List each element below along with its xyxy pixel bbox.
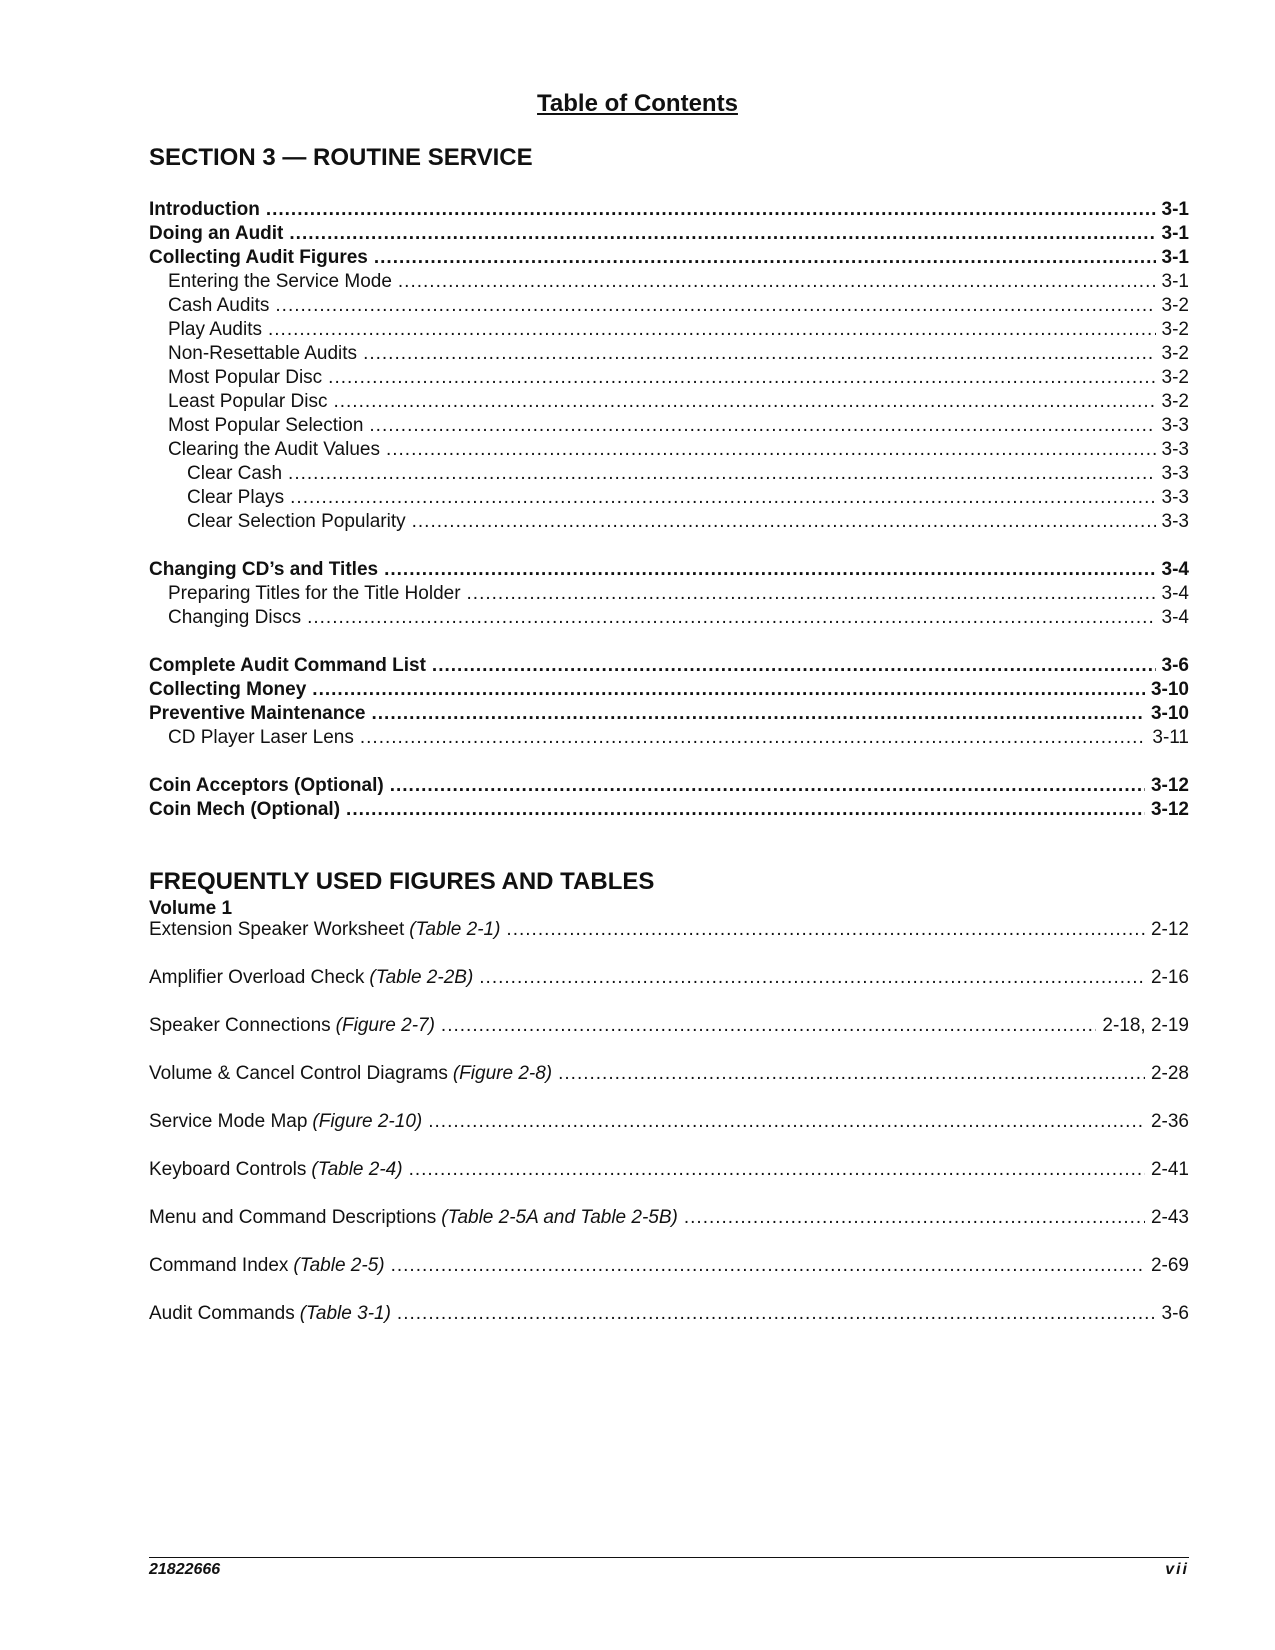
dot-leader bbox=[390, 774, 1145, 798]
toc-entry bbox=[149, 438, 1189, 462]
entry-page-number: 3-3 bbox=[1161, 439, 1189, 460]
section-heading: SECTION 3 — ROUTINE SERVICE bbox=[149, 144, 533, 171]
entry-page-number: 2-41 bbox=[1150, 1159, 1189, 1180]
entry-page-number: 3-1 bbox=[1161, 199, 1189, 220]
dot-leader bbox=[409, 1158, 1145, 1182]
entry-reference: (Figure 2-10) bbox=[312, 1111, 423, 1132]
dot-leader bbox=[558, 1062, 1145, 1086]
entry-label: Speaker Connections bbox=[149, 1015, 331, 1036]
entry-page-number: 3-2 bbox=[1161, 367, 1189, 388]
toc-entry bbox=[149, 342, 1189, 366]
entry-reference: (Table 2-4) bbox=[311, 1159, 403, 1180]
dot-leader bbox=[275, 294, 1155, 318]
entry-reference: (Table 2-2B) bbox=[369, 967, 474, 988]
entry-label: Amplifier Overload Check bbox=[149, 967, 365, 988]
entry-page-number: 3-12 bbox=[1150, 799, 1189, 820]
dot-leader bbox=[397, 1302, 1156, 1326]
toc-entry bbox=[149, 486, 1189, 510]
entry-label: CD Player Laser Lens bbox=[168, 727, 354, 748]
toc-entry bbox=[149, 1110, 1189, 1134]
entry-page-number: 3-4 bbox=[1161, 583, 1189, 604]
dot-leader bbox=[506, 918, 1145, 942]
entry-label: Introduction bbox=[149, 199, 260, 220]
toc-entry bbox=[149, 966, 1189, 990]
dot-leader bbox=[412, 510, 1156, 534]
entry-label: Doing an Audit bbox=[149, 223, 284, 244]
entry-label: Collecting Audit Figures bbox=[149, 247, 368, 268]
entry-label: Command Index bbox=[149, 1255, 289, 1276]
entry-page-number: 3-12 bbox=[1150, 775, 1189, 796]
entry-page-number: 2-36 bbox=[1150, 1111, 1189, 1132]
dot-leader bbox=[432, 654, 1156, 678]
entry-page-number: 3-3 bbox=[1161, 511, 1189, 532]
toc-entry bbox=[149, 678, 1189, 702]
toc-entry bbox=[149, 918, 1189, 942]
dot-leader bbox=[369, 414, 1155, 438]
dot-leader bbox=[386, 438, 1156, 462]
toc-entry bbox=[149, 702, 1189, 726]
entry-page-number: 3-1 bbox=[1161, 223, 1189, 244]
entry-label: Cash Audits bbox=[168, 295, 270, 316]
toc-entry bbox=[149, 1014, 1189, 1038]
entry-page-number: 3-10 bbox=[1150, 679, 1189, 700]
dot-leader bbox=[333, 390, 1155, 414]
toc-entry bbox=[149, 270, 1189, 294]
entry-label: Extension Speaker Worksheet bbox=[149, 919, 405, 940]
entry-label: Clear Plays bbox=[187, 487, 285, 508]
entry-label: Service Mode Map bbox=[149, 1111, 308, 1132]
toc-entry bbox=[149, 246, 1189, 270]
toc-entry bbox=[149, 1302, 1189, 1326]
entry-page-number: 3-6 bbox=[1161, 655, 1189, 676]
dot-leader bbox=[268, 318, 1156, 342]
dot-leader bbox=[307, 606, 1155, 630]
entry-page-number: 3-1 bbox=[1161, 271, 1189, 292]
dot-leader bbox=[391, 1254, 1145, 1278]
entry-page-number: 3-2 bbox=[1161, 295, 1189, 316]
entry-label: Play Audits bbox=[168, 319, 262, 340]
entry-page-number: 3-2 bbox=[1161, 391, 1189, 412]
footer-rule bbox=[149, 1557, 1189, 1558]
entry-label: Changing Discs bbox=[168, 607, 302, 628]
toc-entry bbox=[149, 222, 1189, 246]
entry-label: Clear Cash bbox=[187, 463, 283, 484]
dot-leader bbox=[398, 270, 1156, 294]
toc-entry bbox=[149, 558, 1189, 582]
toc-entry bbox=[149, 1254, 1189, 1278]
entry-reference: (Table 3-1) bbox=[299, 1303, 391, 1324]
figures-subheading: Volume 1 bbox=[149, 898, 233, 919]
dot-leader bbox=[289, 222, 1155, 246]
entry-label: Non-Resettable Audits bbox=[168, 343, 358, 364]
figures-heading: FREQUENTLY USED FIGURES AND TABLES bbox=[149, 868, 655, 895]
entry-page-number: 3-1 bbox=[1161, 247, 1189, 268]
toc-entry bbox=[149, 1158, 1189, 1182]
toc-entry bbox=[149, 318, 1189, 342]
toc-entry bbox=[149, 606, 1189, 630]
entry-page-number: 3-2 bbox=[1161, 343, 1189, 364]
entry-label: Audit Commands bbox=[149, 1303, 295, 1324]
entry-page-number: 2-69 bbox=[1150, 1255, 1189, 1276]
dot-leader bbox=[384, 558, 1155, 582]
dot-leader bbox=[371, 702, 1144, 726]
dot-leader bbox=[288, 462, 1155, 486]
entry-label: Changing CD’s and Titles bbox=[149, 559, 379, 580]
toc-entry bbox=[149, 294, 1189, 318]
footer-doc-number: 21822666 bbox=[149, 1561, 221, 1578]
dot-leader bbox=[684, 1206, 1145, 1230]
entry-label: Clear Selection Popularity bbox=[187, 511, 406, 532]
entry-label: Entering the Service Mode bbox=[168, 271, 392, 292]
footer-page-number: vii bbox=[1165, 1561, 1189, 1578]
entry-page-number: 3-4 bbox=[1161, 559, 1189, 580]
entry-label: Complete Audit Command List bbox=[149, 655, 426, 676]
entry-reference: (Figure 2-8) bbox=[452, 1063, 553, 1084]
page-title: Table of Contents bbox=[537, 90, 738, 117]
entry-page-number: 3-2 bbox=[1161, 319, 1189, 340]
entry-reference: (Figure 2-7) bbox=[335, 1015, 435, 1036]
entry-label: Coin Acceptors (Optional) bbox=[149, 775, 384, 796]
toc-entry bbox=[149, 390, 1189, 414]
dot-leader bbox=[346, 798, 1145, 822]
entry-page-number: 2-12 bbox=[1150, 919, 1189, 940]
dot-leader bbox=[428, 1110, 1145, 1134]
dot-leader bbox=[266, 198, 1156, 222]
toc-entry bbox=[149, 1062, 1189, 1086]
entry-page-number: 3-10 bbox=[1150, 703, 1189, 724]
entry-label: Menu and Command Descriptions bbox=[149, 1207, 437, 1228]
entry-label: Most Popular Disc bbox=[168, 367, 323, 388]
entry-label: Most Popular Selection bbox=[168, 415, 364, 436]
entry-label: Keyboard Controls bbox=[149, 1159, 307, 1180]
entry-page-number: 2-18, 2-19 bbox=[1102, 1015, 1189, 1036]
entry-reference: (Table 2-1) bbox=[409, 919, 501, 940]
dot-leader bbox=[479, 966, 1145, 990]
dot-leader bbox=[290, 486, 1155, 510]
dot-leader bbox=[363, 342, 1155, 366]
entry-reference: (Table 2-5A and Table 2-5B) bbox=[441, 1207, 678, 1228]
entry-page-number: 3-11 bbox=[1152, 727, 1189, 748]
dot-leader bbox=[467, 582, 1156, 606]
toc-entry bbox=[149, 654, 1189, 678]
toc-entry bbox=[149, 582, 1189, 606]
entry-page-number: 3-3 bbox=[1161, 415, 1189, 436]
entry-label: Preventive Maintenance bbox=[149, 703, 366, 724]
toc-entry bbox=[149, 1206, 1189, 1230]
entry-page-number: 2-43 bbox=[1150, 1207, 1189, 1228]
toc-entry bbox=[149, 774, 1189, 798]
entry-label: Volume & Cancel Control Diagrams bbox=[149, 1063, 448, 1084]
toc-entry bbox=[149, 726, 1189, 750]
dot-leader bbox=[360, 726, 1147, 750]
entry-page-number: 3-4 bbox=[1161, 607, 1189, 628]
entry-label: Clearing the Audit Values bbox=[168, 439, 380, 460]
toc-entry bbox=[149, 414, 1189, 438]
entry-page-number: 3-3 bbox=[1161, 487, 1189, 508]
toc-entry bbox=[149, 198, 1189, 222]
entry-label: Least Popular Disc bbox=[168, 391, 328, 412]
entry-label: Coin Mech (Optional) bbox=[149, 799, 341, 820]
entry-page-number: 2-16 bbox=[1150, 967, 1189, 988]
entry-label: Preparing Titles for the Title Holder bbox=[168, 583, 461, 604]
toc-entry bbox=[149, 462, 1189, 486]
entry-page-number: 3-3 bbox=[1161, 463, 1189, 484]
dot-leader bbox=[328, 366, 1155, 390]
entry-page-number: 2-28 bbox=[1150, 1063, 1189, 1084]
dot-leader bbox=[441, 1014, 1096, 1038]
dot-leader bbox=[374, 246, 1156, 270]
entry-label: Collecting Money bbox=[149, 679, 307, 700]
dot-leader bbox=[312, 678, 1145, 702]
toc-entry bbox=[149, 366, 1189, 390]
entry-page-number: 3-6 bbox=[1161, 1303, 1189, 1324]
entry-reference: (Table 2-5) bbox=[293, 1255, 385, 1276]
toc-entry bbox=[149, 510, 1189, 534]
toc-entry bbox=[149, 798, 1189, 822]
